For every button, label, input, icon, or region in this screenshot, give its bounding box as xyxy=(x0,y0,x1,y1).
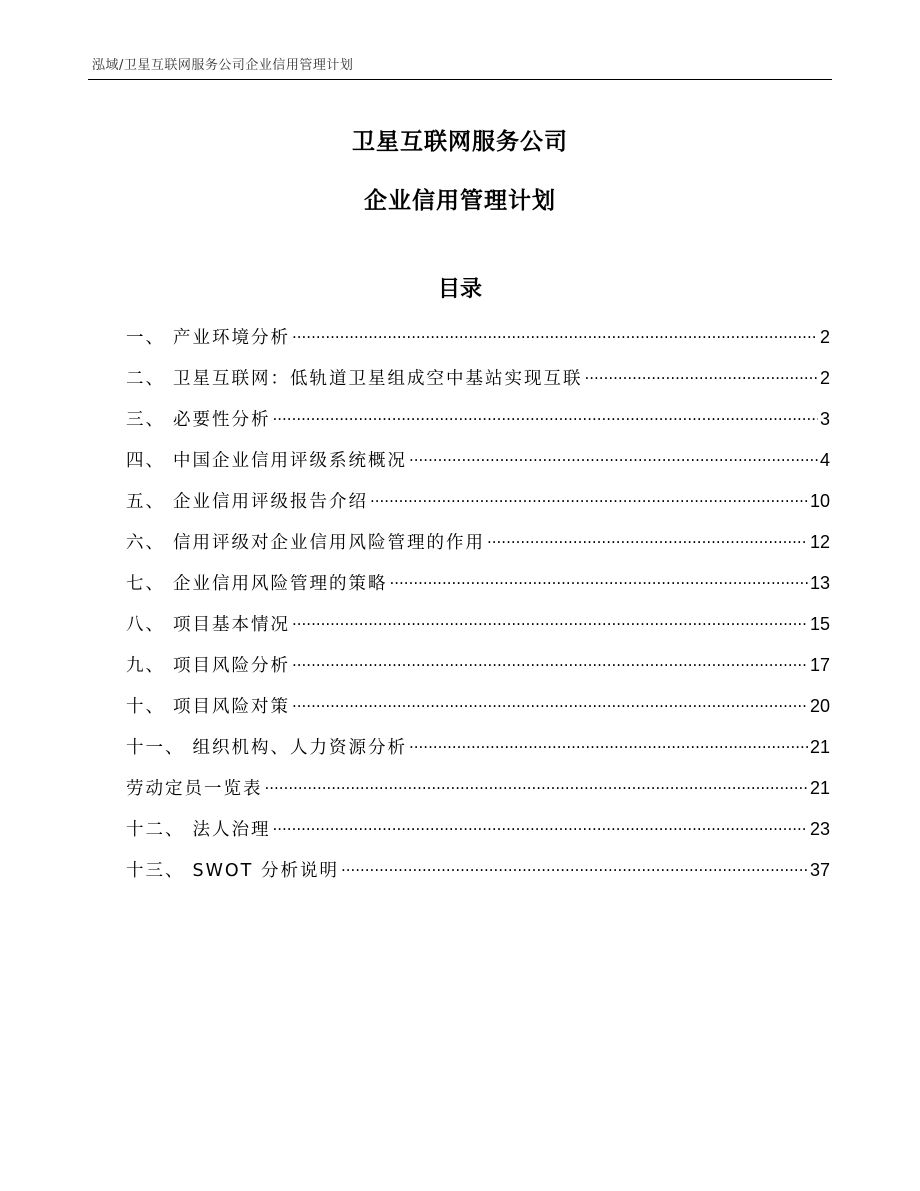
toc-entry[interactable] xyxy=(126,855,830,896)
toc-entry-number: 十三、 xyxy=(126,861,185,881)
toc-entry-page: 37 xyxy=(809,860,830,880)
toc-dot-leader xyxy=(409,736,808,754)
toc-dot-leader xyxy=(292,654,808,672)
toc-entry-title: 必要性分析 xyxy=(173,410,271,430)
toc-dot-leader xyxy=(585,367,818,385)
toc-entry-number: 七、 xyxy=(126,574,165,594)
toc-entry[interactable] xyxy=(126,691,830,732)
toc-entry[interactable] xyxy=(126,486,830,527)
toc-entry-title: 劳动定员一览表 xyxy=(126,779,263,799)
toc-entry[interactable] xyxy=(126,650,830,691)
toc-entry-number: 一、 xyxy=(126,328,165,348)
toc-entry-number: 九、 xyxy=(126,656,165,676)
document-subtitle: 企业信用管理计划 xyxy=(364,188,556,214)
toc-entry[interactable] xyxy=(126,773,830,814)
toc-entry-title: 企业信用风险管理的策略 xyxy=(173,574,388,594)
toc-entry-page: 3 xyxy=(819,409,830,429)
toc-entry-title: 产业环境分析 xyxy=(173,328,290,348)
toc-entry[interactable] xyxy=(126,568,830,609)
toc-entry-page: 23 xyxy=(809,819,830,839)
toc-entry-page: 17 xyxy=(809,655,830,675)
toc-entry-page: 21 xyxy=(809,737,830,757)
toc-dot-leader xyxy=(273,408,818,426)
toc-entry-number: 四、 xyxy=(126,451,165,471)
toc-dot-leader xyxy=(292,695,808,713)
toc-entry-title: 企业信用评级报告介绍 xyxy=(173,492,368,512)
toc-entry-page: 2 xyxy=(819,368,830,388)
toc-entry-title: SWOT 分析说明 xyxy=(192,861,339,881)
toc-entry-number: 十、 xyxy=(126,697,165,717)
toc-entry-title: 项目风险分析 xyxy=(173,656,290,676)
toc-dot-leader xyxy=(370,490,808,508)
toc-entry[interactable] xyxy=(126,814,830,855)
toc-entry[interactable] xyxy=(126,363,830,404)
toc-entry[interactable] xyxy=(126,609,830,650)
toc-entry-page: 10 xyxy=(809,491,830,511)
toc-entry-page: 21 xyxy=(809,778,830,798)
toc-entry-title: 信用评级对企业信用风险管理的作用 xyxy=(173,533,485,553)
toc-entry-page: 2 xyxy=(819,327,830,347)
toc-entry[interactable] xyxy=(126,527,830,568)
toc-dot-leader xyxy=(341,859,808,877)
toc-entry-page: 13 xyxy=(809,573,830,593)
toc-entry-title: 组织机构、人力资源分析 xyxy=(192,738,407,758)
toc-dot-leader xyxy=(409,449,818,467)
toc-entry[interactable] xyxy=(126,404,830,445)
document-title: 卫星互联网服务公司 xyxy=(352,129,568,155)
toc-dot-leader xyxy=(390,572,808,590)
toc-entry-page: 15 xyxy=(809,614,830,634)
toc-dot-leader xyxy=(487,531,808,549)
toc-dot-leader xyxy=(292,613,808,631)
toc-entry-page: 20 xyxy=(809,696,830,716)
toc-entry-number: 二、 xyxy=(126,369,165,389)
toc-entry-number: 六、 xyxy=(126,533,165,553)
toc-dot-leader xyxy=(292,326,818,344)
header-divider xyxy=(88,79,832,80)
table-of-contents xyxy=(126,322,830,896)
toc-entry-page: 12 xyxy=(809,532,830,552)
toc-dot-leader xyxy=(273,818,808,836)
toc-entry-number: 十一、 xyxy=(126,738,185,758)
toc-entry-title: 法人治理 xyxy=(192,820,271,840)
toc-entry[interactable] xyxy=(126,445,830,486)
toc-entry-number: 三、 xyxy=(126,410,165,430)
toc-entry-title: 中国企业信用评级系统概况 xyxy=(173,451,407,471)
toc-entry-number: 十二、 xyxy=(126,820,185,840)
toc-entry-title: 项目基本情况 xyxy=(173,615,290,635)
toc-entry-number: 五、 xyxy=(126,492,165,512)
toc-entry-title: 卫星互联网：低轨道卫星组成空中基站实现互联 xyxy=(173,369,583,389)
toc-entry-page: 4 xyxy=(819,450,830,470)
toc-heading: 目录 xyxy=(437,277,482,302)
toc-entry-number: 八、 xyxy=(126,615,165,635)
toc-entry[interactable] xyxy=(126,322,830,363)
toc-entry-title: 项目风险对策 xyxy=(173,697,290,717)
toc-dot-leader xyxy=(265,777,808,795)
running-header: 泓域/卫星互联网服务公司企业信用管理计划 xyxy=(92,58,354,73)
toc-entry[interactable] xyxy=(126,732,830,773)
